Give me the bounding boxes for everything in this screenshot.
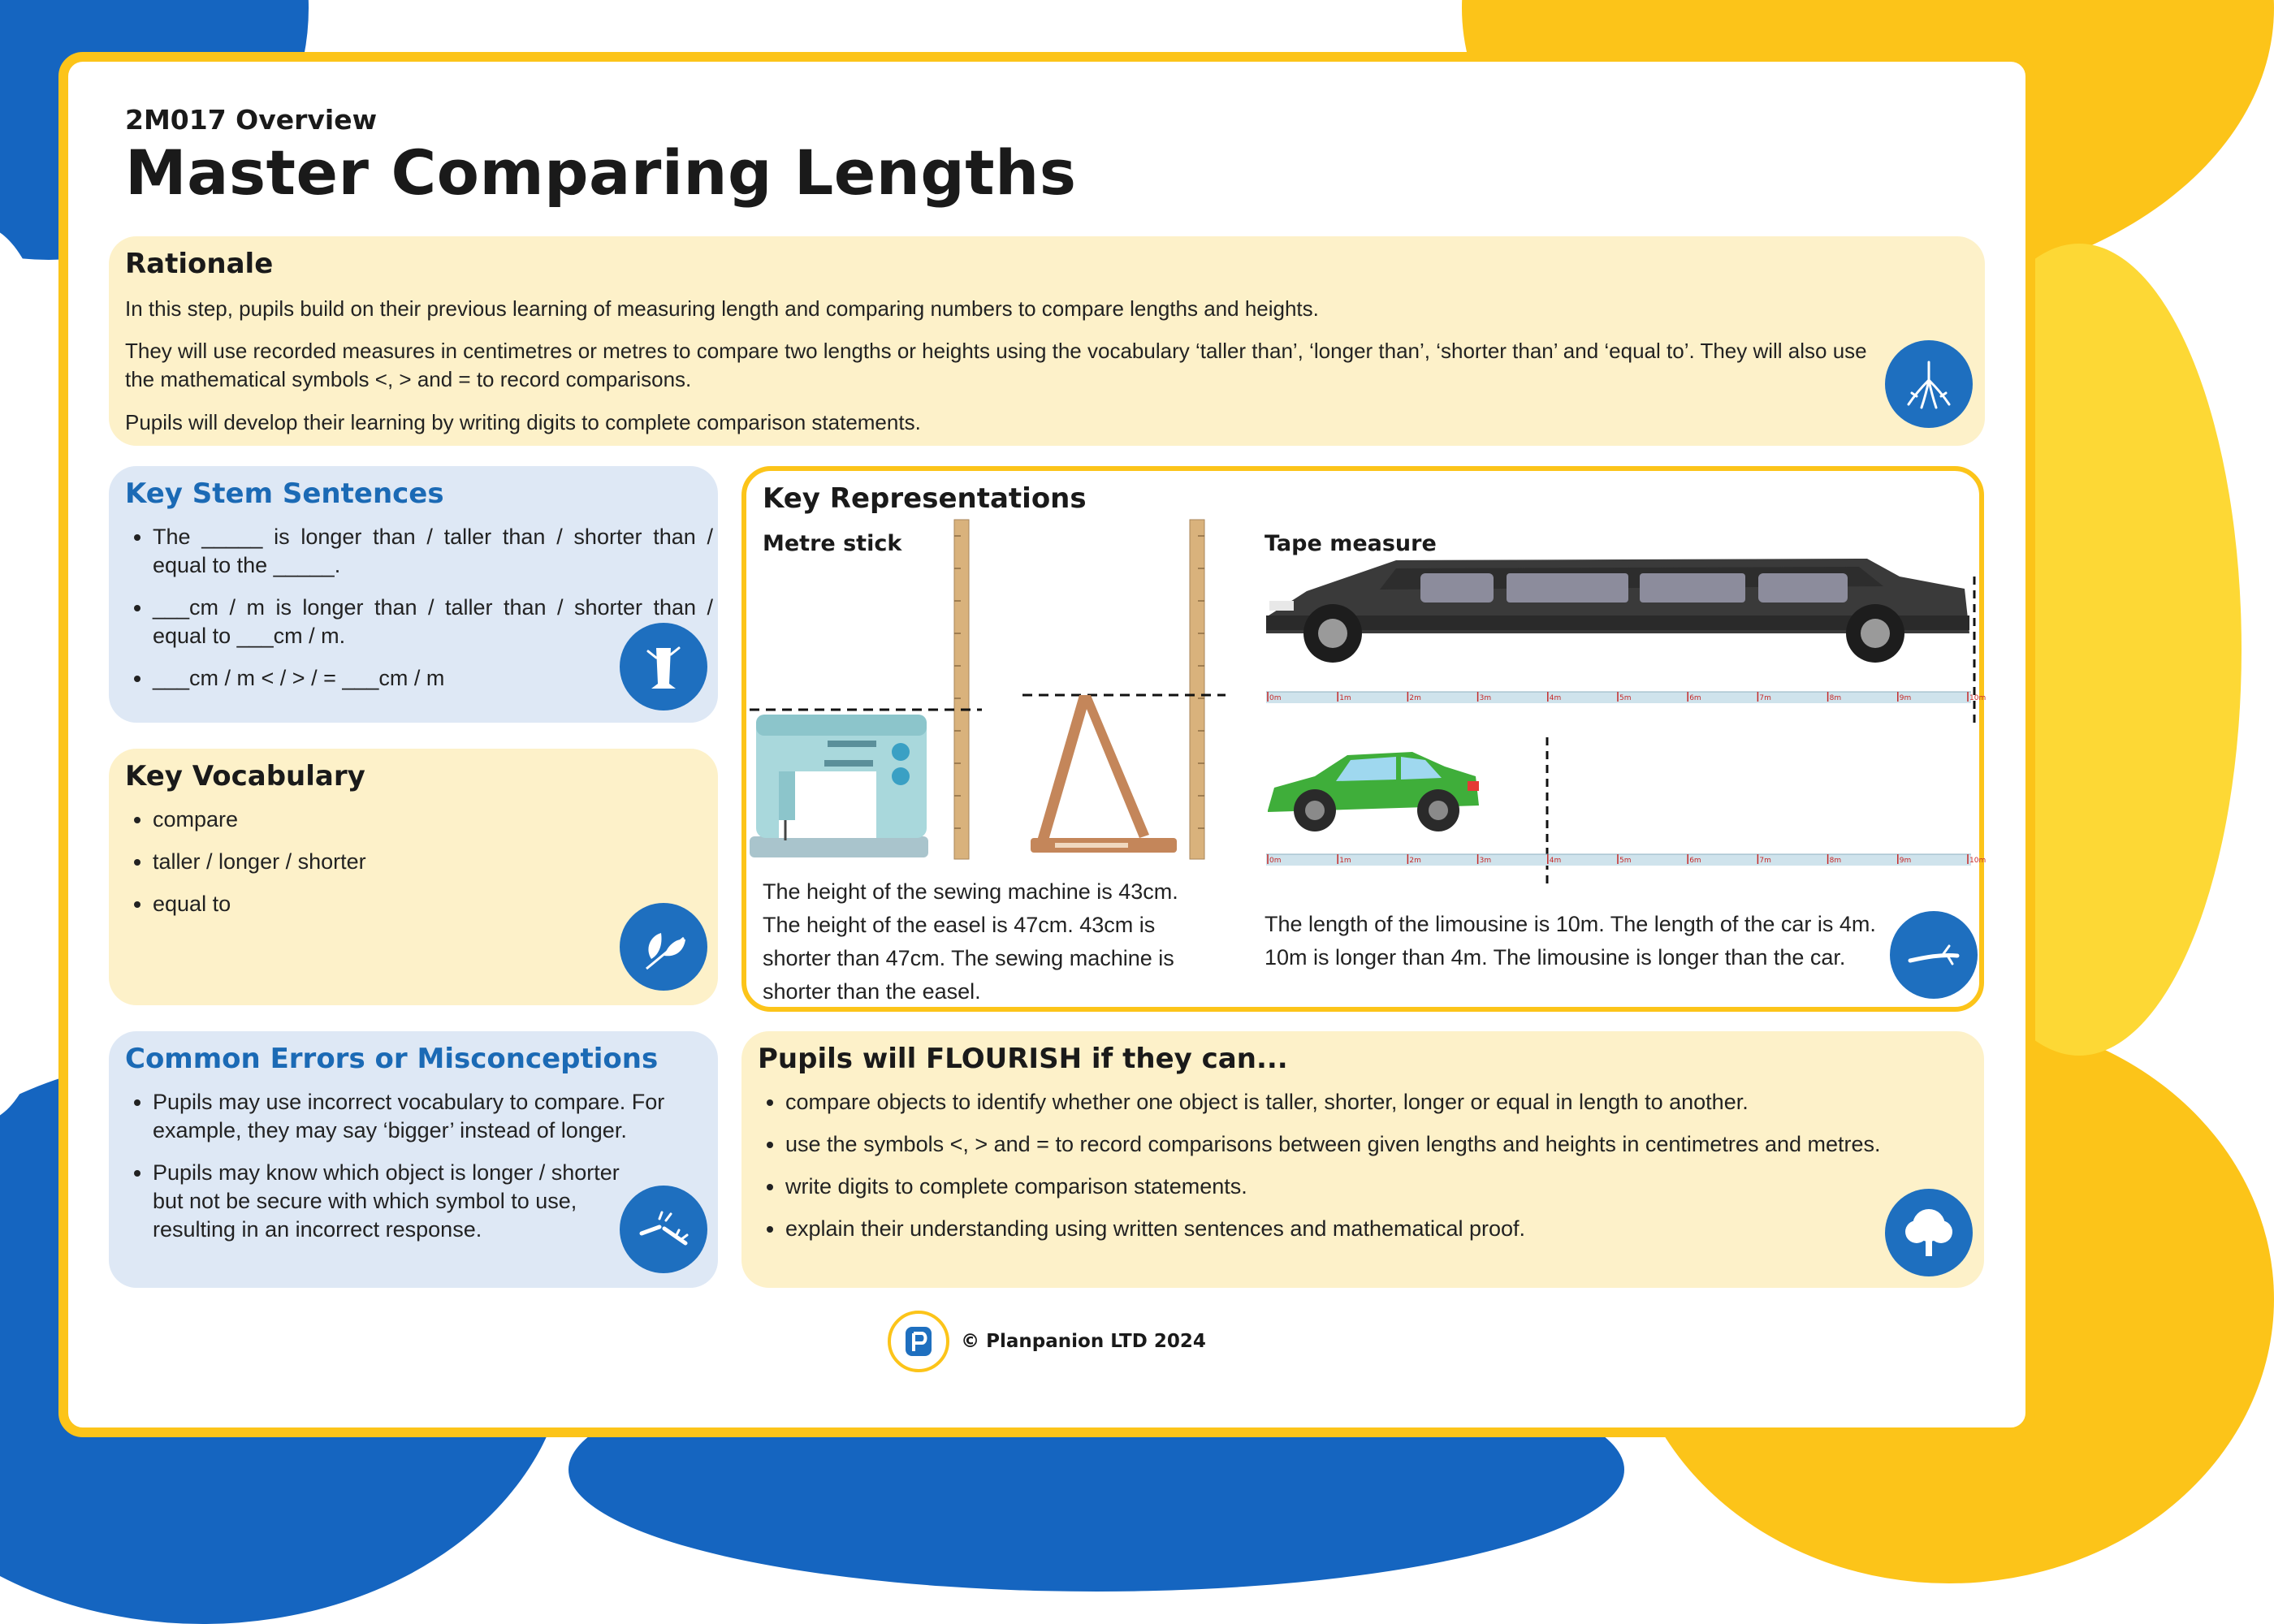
branch-icon <box>1890 911 1978 999</box>
list-item: • ___cm / m is longer than / taller than / shorter than / equal to ___cm / m. <box>153 594 713 650</box>
tree-trunk-icon <box>620 623 707 710</box>
car-image <box>1268 752 1479 831</box>
list-item: • use the symbols <, > and = to record comparisons between given lengths and heights in centimetres and metres. <box>785 1130 1971 1159</box>
flourish-list <box>758 1088 1971 1257</box>
tape-tick-label: 1m <box>1339 857 1351 865</box>
representations-heading: Key Representations <box>763 482 1087 515</box>
errors-heading: Common Errors or Misconceptions <box>125 1043 659 1075</box>
stem-heading: Key Stem Sentences <box>125 477 444 510</box>
rationale-paragraph: Pupils will develop their learning by writing digits to complete comparison statements. <box>125 410 921 434</box>
tape-tick-label: 10m <box>1969 857 1987 865</box>
page-title: Master Comparing Lengths <box>125 136 1077 209</box>
limousine-image <box>1266 559 1969 663</box>
rationale-paragraph: They will use recorded measures in centimetres or metres to compare two lengths or heights using the vocabulary ‘taller than’, ‘longer than’, ‘shorter than’ and ‘equal to’. They will also use the mathematical symbols <, > and = to record comparisons. <box>125 339 1867 391</box>
rationale-card <box>109 236 1985 446</box>
stem-card <box>109 466 718 723</box>
metre-stick-right <box>1190 520 1204 859</box>
tape-tick-label: 6m <box>1689 857 1701 865</box>
list-item: • equal to <box>153 890 713 918</box>
tape-tick-label: 4m <box>1549 694 1562 702</box>
tape-tick-label: 9m <box>1899 694 1912 702</box>
easel-image <box>1031 695 1177 853</box>
tape-tick-label: 0m <box>1269 857 1282 865</box>
list-item: • The _____ is longer than / taller than / shorter than / equal to the _____. <box>153 523 713 580</box>
tape-tick-label: 8m <box>1829 694 1842 702</box>
footer <box>68 1311 2025 1372</box>
roots-icon <box>1885 340 1973 428</box>
rationale-paragraph: In this step, pupils build on their previous learning of measuring length and comparing numbers to compare lengths and heights. <box>125 296 1319 321</box>
metre-stick-caption: The height of the sewing machine is 43cm. The height of the easel is 47cm. 43cm is shorter than 47cm. The sewing machine is shorter than the easel. <box>763 879 1178 1004</box>
metre-stick-left <box>954 520 969 859</box>
tape-tick-label: 10m <box>1969 694 1987 702</box>
tape-tick-label: 5m <box>1619 857 1632 865</box>
list-item: • taller / longer / shorter <box>153 848 713 876</box>
tape-tick-label: 0m <box>1269 694 1282 702</box>
tape-measure-bottom <box>1266 854 1971 866</box>
list-item: • ___cm / m < / > / = ___cm / m <box>153 664 713 693</box>
tape-measure-caption: The length of the limousine is 10m. The length of the car is 4m. 10m is longer than 4m. The limousine is longer than the car. <box>1265 912 1876 970</box>
tape-tick-label: 1m <box>1339 694 1351 702</box>
tape-tick-label: 8m <box>1829 857 1842 865</box>
vocab-card <box>109 749 718 1005</box>
metre-stick-label: Metre stick <box>763 531 902 556</box>
flourish-heading: Pupils will FLOURISH if they can... <box>758 1043 1288 1075</box>
list-item: • write digits to complete comparison statements. <box>785 1173 1971 1201</box>
vocab-list <box>125 806 713 932</box>
tape-tick-label: 2m <box>1409 857 1421 865</box>
tape-measure-top <box>1266 692 1971 703</box>
page-frame <box>58 52 2035 1437</box>
list-item: • Pupils may use incorrect vocabulary to compare. For example, they may say ‘bigger’ instead of longer. <box>153 1088 713 1145</box>
tape-tick-label: 3m <box>1479 857 1492 865</box>
tape-tick-label: 6m <box>1689 694 1701 702</box>
tape-tick-label: 9m <box>1899 857 1912 865</box>
tape-measure-label: Tape measure <box>1265 531 1437 556</box>
lesson-code: 2M017 Overview <box>125 104 378 136</box>
full-tree-icon <box>1885 1189 1973 1276</box>
list-item: • Pupils may know which object is longer / shorter but not be secure with which symbol to use, resulting in an incorrect response. <box>153 1159 713 1244</box>
list-item: • compare <box>153 806 713 834</box>
list-item: • explain their understanding using written sentences and mathematical proof. <box>785 1215 1971 1243</box>
tape-tick-label: 4m <box>1549 857 1562 865</box>
leaves-icon <box>620 903 707 991</box>
sewing-machine-image <box>750 715 928 857</box>
tape-tick-label: 2m <box>1409 694 1421 702</box>
vocab-heading: Key Vocabulary <box>125 760 365 793</box>
representations-illustration <box>746 520 1987 926</box>
copyright-text: © Planpanion LTD 2024 <box>961 1331 1206 1352</box>
tape-tick-label: 5m <box>1619 694 1632 702</box>
tape-tick-label: 7m <box>1759 857 1771 865</box>
errors-card <box>109 1031 718 1288</box>
representations-panel <box>741 466 1987 1012</box>
planpanion-logo <box>888 1311 949 1372</box>
list-item: • compare objects to identify whether one object is taller, shorter, longer or equal in length to another. <box>785 1088 1971 1116</box>
tape-tick-label: 3m <box>1479 694 1492 702</box>
tape-tick-label: 7m <box>1759 694 1771 702</box>
broken-branch-icon <box>620 1186 707 1273</box>
rationale-heading: Rationale <box>125 248 274 280</box>
flourish-card <box>741 1031 1984 1288</box>
